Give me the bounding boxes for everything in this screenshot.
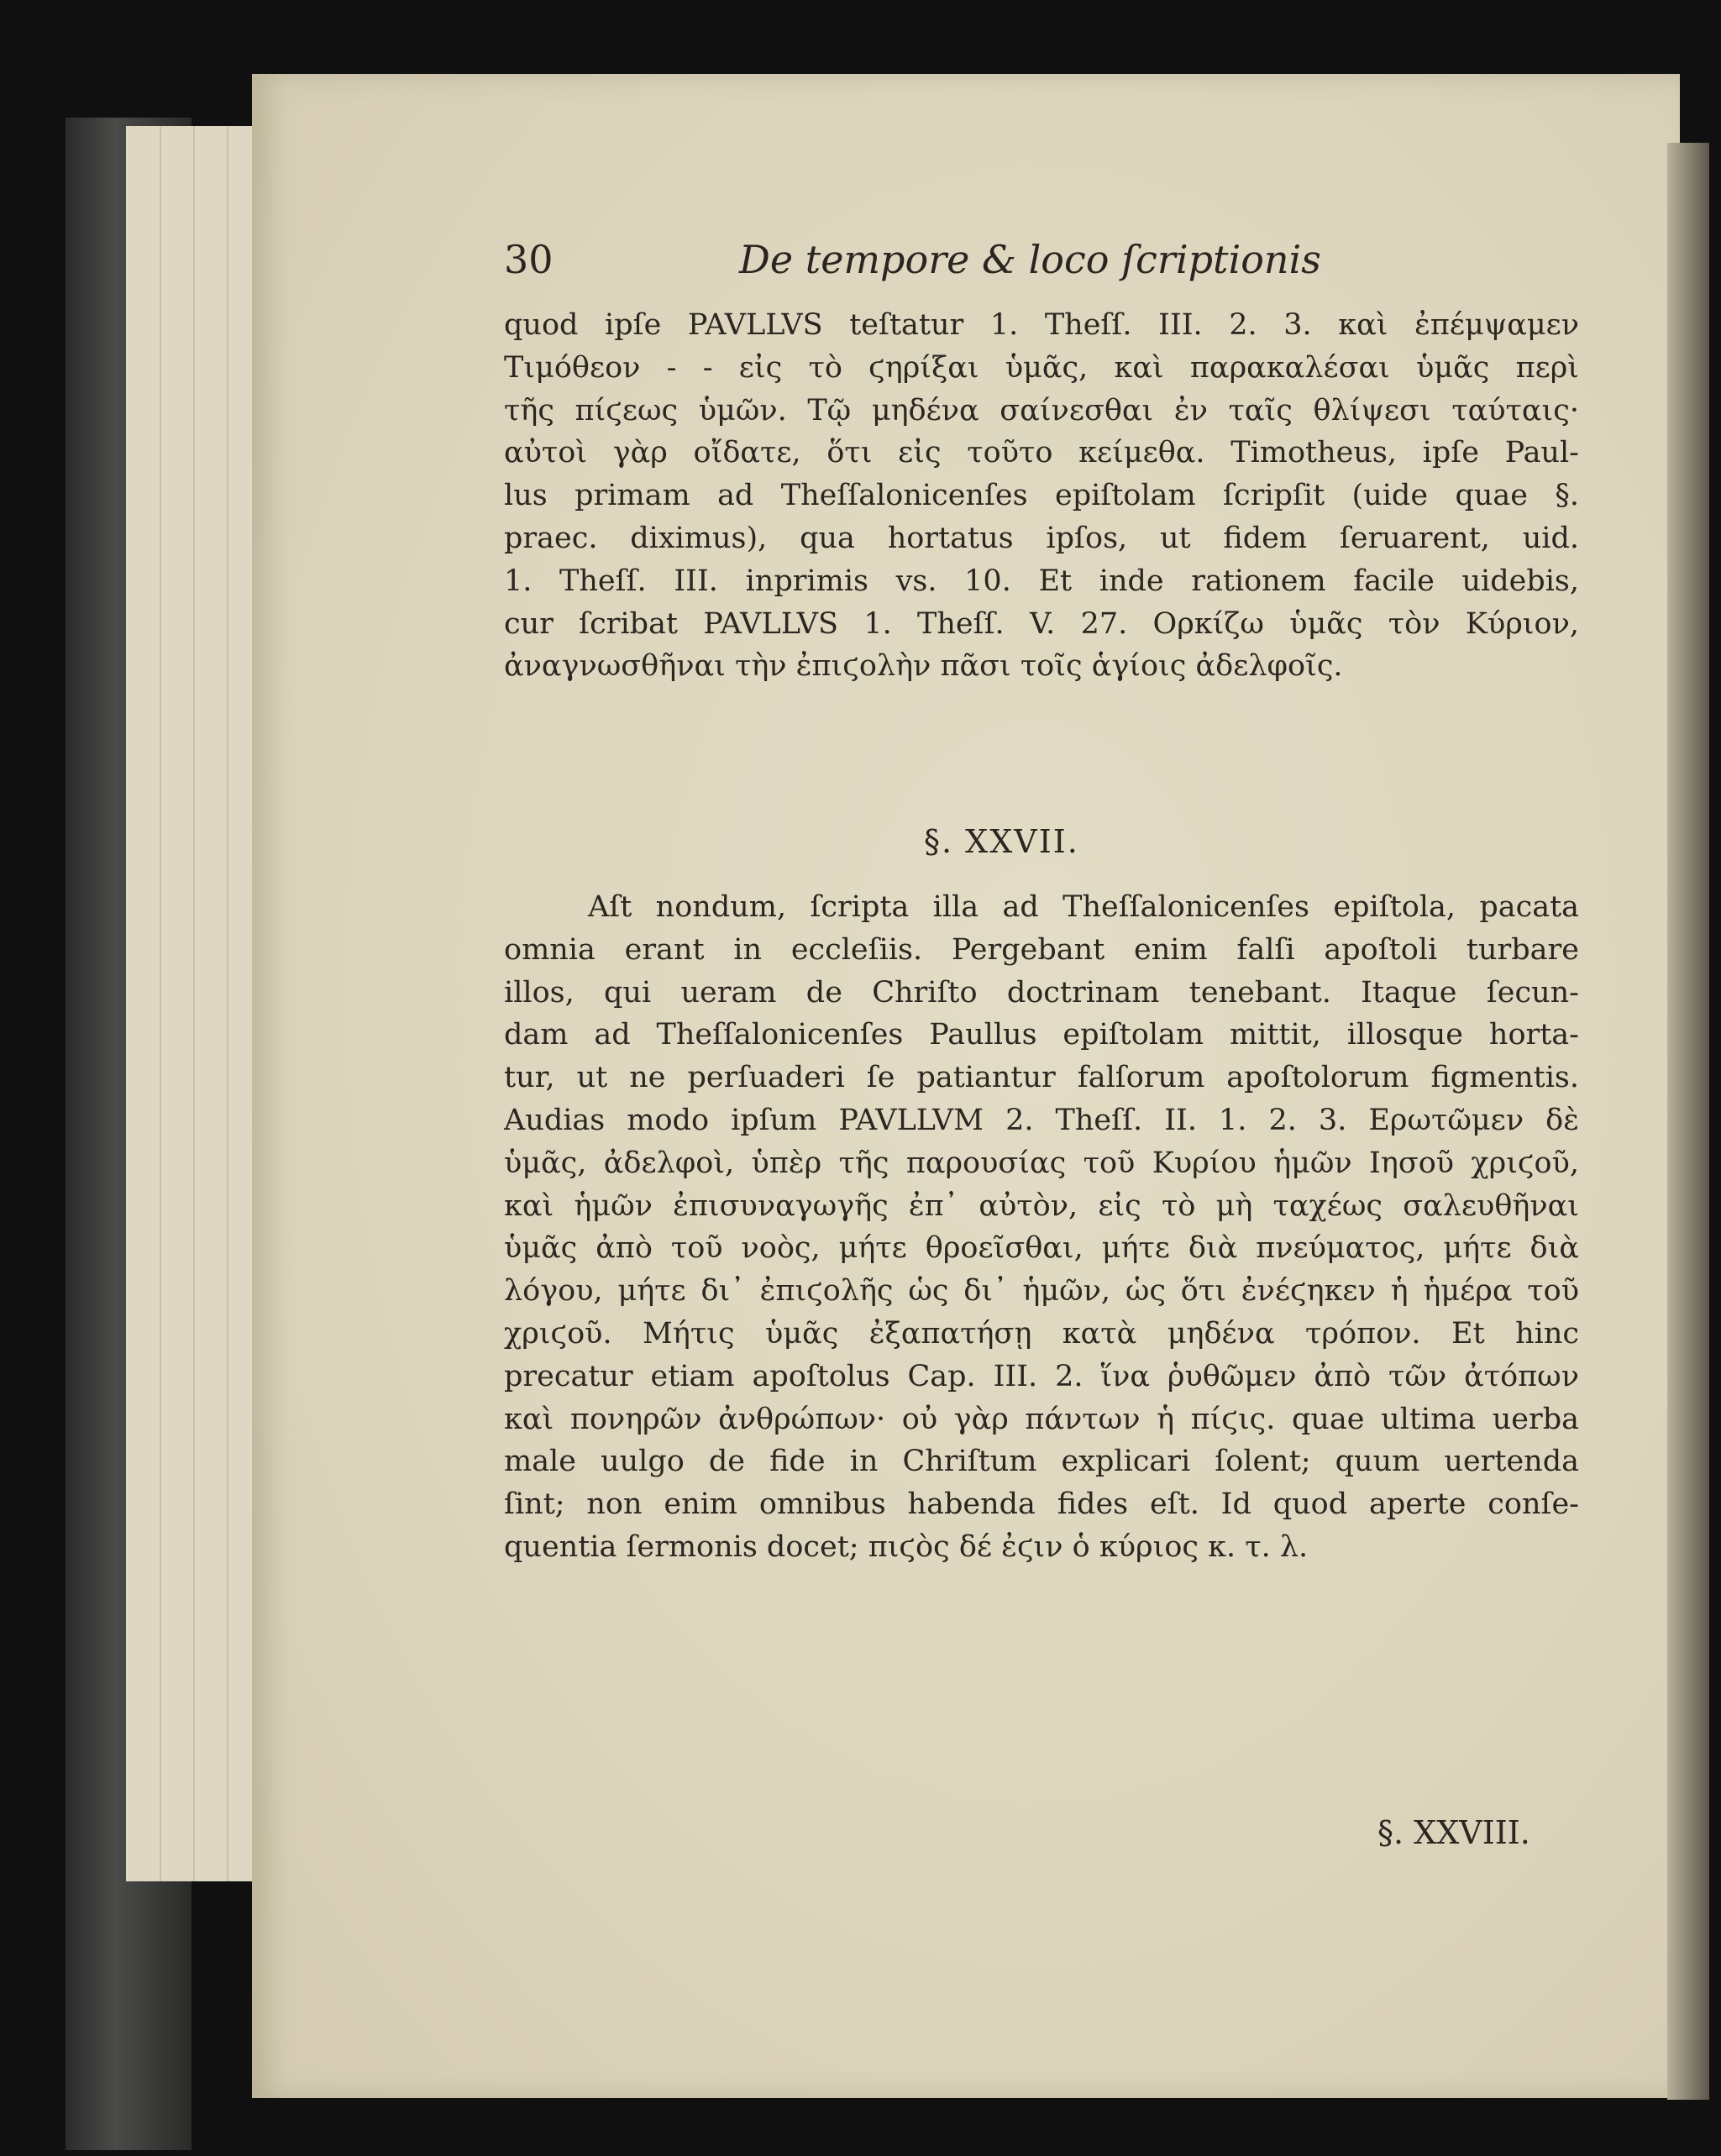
text-line: λόγου, μήτε δι᾽ ἐπιϛολῆς ὡς δι᾽ ἡμῶν, ὡς ὅτι ἐνέϛηκεν ἡ ἡμέρα τοῦ (504, 1274, 1579, 1309)
page-right-edge-shadow (1667, 143, 1709, 2100)
page-header (504, 237, 1680, 296)
section-heading: §. XXVII. (924, 823, 1079, 860)
running-title: De tempore & loco ſcriptionis (739, 237, 1321, 282)
text-line: omnia erant in eccleſiis. Pergebant enim falſi apoſtoli turbare (504, 932, 1579, 967)
text-line: dam ad Theſſalonicenſes Paullus epiſtolam mittit, illosque horta- (504, 1018, 1579, 1052)
text-line: male uulgo de fide in Chriſtum explicari ſolent; quum uertenda (504, 1445, 1579, 1479)
text-line: precatur etiam apoſtolus Cap. III. 2. ἵνα ῥυθῶμεν ἀπὸ τῶν ἀτόπων (504, 1359, 1579, 1393)
text-line: 1. Theſſ. III. inprimis vs. 10. Et inde rationem facile uidebis, (504, 564, 1579, 598)
text-line: Τιμόθεον - - εἰς τὸ ϛηρίξαι ὑμᾶς, καὶ παρακαλέσαι ὑμᾶς περὶ (504, 350, 1579, 385)
text-line: tur, ut ne perſuaderi ſe patiantur falſorum apoſtolorum figmentis. (504, 1061, 1579, 1095)
paragraph-section-27 (504, 886, 1579, 1569)
text-line: χριϛοῦ. Μήτις ὑμᾶς ἐξαπατήσῃ κατὰ μηδένα τρόπον. Et hinc (504, 1316, 1579, 1351)
text-line: Aſt nondum, ſcripta illa ad Theſſalonicenſes epiſtola, pacata (588, 890, 1579, 924)
text-line: praec. diximus), qua hortatus ipſos, ut fidem ſeruarent, uid. (504, 521, 1579, 555)
text-line: lus primam ad Theſſalonicenſes epiſtolam ſcripſit (uide quae §. (504, 479, 1579, 513)
text-line: cur ſcribat PAVLLVS 1. Theſſ. V. 27. Ορκίζω ὑμᾶς τὸν Κύριον, (504, 606, 1579, 641)
text-line: ἀναγνωσθῆναι τὴν ἐπιϛολὴν πᾶσι τοῖς ἁγίοις ἀδελφοῖς. (504, 649, 1343, 684)
text-line: καὶ πονηρῶν ἀνθρώπων· οὐ γὰρ πάντων ἡ πίϛις. quae ultima uerba (504, 1402, 1579, 1436)
text-line: ὑμᾶς, ἀδελφοὶ, ὑπὲρ τῆς παρουσίας τοῦ Κυρίου ἡμῶν Ιησοῦ χριϛοῦ, (504, 1146, 1579, 1180)
page-number: 30 (504, 237, 554, 282)
text-line: τῆς πίϛεως ὑμῶν. Τῷ μηδένα σαίνεσθαι ἐν ταῖς θλίψεσι ταύταις· (504, 393, 1579, 428)
text-line: illos, qui ueram de Chriſto doctrinam tenebant. Itaque ſecun- (504, 975, 1579, 1010)
text-line: quentia ſermonis docet; πιϛὸς δέ ἐϛιν ὁ κύριος κ. τ. λ. (504, 1529, 1309, 1564)
paragraph-continued (504, 304, 1579, 688)
text-line: καὶ ἡμῶν ἐπισυναγωγῆς ἐπ᾽ αὐτὸν, εἰς τὸ μὴ ταχέως σαλευθῆναι (504, 1188, 1579, 1223)
text-line: quod ipſe PAVLLVS teſtatur 1. Theſſ. III. 2. 3. καὶ ἐπέμψαμεν (504, 308, 1579, 342)
text-line: ὑμᾶς ἀπὸ τοῦ νοὸς, μήτε θροεῖσθαι, μήτε διὰ πνεύματος, μήτε διὰ (504, 1231, 1579, 1266)
catchword: §. XXVIII. (1377, 1814, 1530, 1851)
text-line: Audias modo ipſum PAVLLVM 2. Theſſ. II. 1. 2. 3. Ερωτῶμεν δὲ (504, 1103, 1579, 1137)
text-line: αὐτοὶ γὰρ οἴδατε, ὅτι εἰς τοῦτο κείμεθα. Timotheus, ipſe Paul- (504, 436, 1579, 470)
text-line: ſint; non enim omnibus habenda fides eſt. Id quod aperte conſe- (504, 1487, 1579, 1522)
